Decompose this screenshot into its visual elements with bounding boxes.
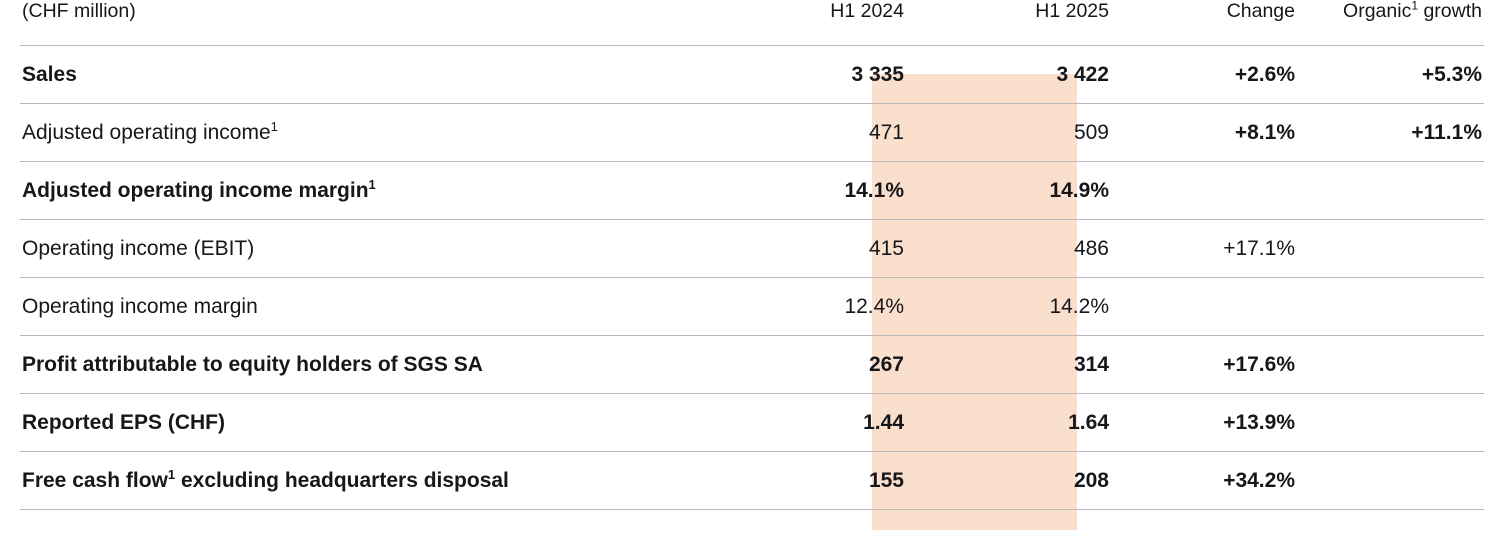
cell-operating-margin-organic	[1301, 278, 1484, 336]
cell-eps-h1-2025: 1.64	[910, 394, 1115, 452]
row-label-reported-eps: Reported EPS (CHF)	[20, 394, 762, 452]
column-header-organic-growth	[1301, 0, 1484, 46]
row-label-free-cash-flow	[20, 452, 762, 510]
table-row	[20, 452, 1484, 510]
row-label-text: Adjusted operating income margin	[22, 178, 369, 202]
cell-sales-change: +2.6%	[1115, 46, 1301, 104]
table-row	[20, 336, 1484, 394]
cell-fcf-h1-2024: 155	[762, 452, 910, 510]
cell-adjusted-margin-organic	[1301, 162, 1484, 220]
table-row	[20, 394, 1484, 452]
cell-profit-organic	[1301, 336, 1484, 394]
financial-summary-table	[20, 0, 1484, 510]
cell-adjusted-margin-h1-2025: 14.9%	[910, 162, 1115, 220]
table-row	[20, 278, 1484, 336]
column-header-organic-growth-suffix: growth	[1418, 0, 1482, 22]
cell-fcf-h1-2025: 208	[910, 452, 1115, 510]
cell-operating-margin-h1-2025: 14.2%	[910, 278, 1115, 336]
table-row	[20, 46, 1484, 104]
cell-adjusted-margin-h1-2024: 14.1%	[762, 162, 910, 220]
cell-sales-h1-2025: 3 422	[910, 46, 1115, 104]
cell-adjusted-operating-income-h1-2025: 509	[910, 104, 1115, 162]
table-row	[20, 104, 1484, 162]
cell-operating-income-organic	[1301, 220, 1484, 278]
footnote-marker: 1	[270, 118, 278, 134]
row-label-operating-income-ebit: Operating income (EBIT)	[20, 220, 762, 278]
row-label-text: Adjusted operating income	[22, 120, 271, 144]
row-label-suffix: excluding headquarters disposal	[175, 468, 509, 492]
column-header-organic-growth-text: Organic	[1343, 0, 1412, 22]
table-row	[20, 220, 1484, 278]
row-label-adjusted-operating-income	[20, 104, 762, 162]
cell-operating-income-h1-2024: 415	[762, 220, 910, 278]
cell-profit-change: +17.6%	[1115, 336, 1301, 394]
cell-operating-margin-h1-2024: 12.4%	[762, 278, 910, 336]
column-header-h1-2025: H1 2025	[1035, 0, 1109, 22]
cell-profit-h1-2024: 267	[762, 336, 910, 394]
row-label-adjusted-operating-income-margin	[20, 162, 762, 220]
cell-sales-organic: +5.3%	[1301, 46, 1484, 104]
cell-operating-income-h1-2025: 486	[910, 220, 1115, 278]
row-label-operating-income-margin: Operating income margin	[20, 278, 762, 336]
table-header-row	[20, 0, 1484, 46]
row-label-profit-attributable: Profit attributable to equity holders of SGS SA	[20, 336, 762, 394]
footnote-marker-organic: 1	[1411, 0, 1419, 13]
cell-adjusted-operating-income-change: +8.1%	[1115, 104, 1301, 162]
cell-fcf-organic	[1301, 452, 1484, 510]
cell-profit-h1-2025: 314	[910, 336, 1115, 394]
cell-adjusted-margin-change	[1115, 162, 1301, 220]
cell-operating-income-change: +17.1%	[1115, 220, 1301, 278]
cell-operating-margin-change	[1115, 278, 1301, 336]
column-header-change: Change	[1226, 0, 1295, 22]
footnote-marker: 1	[167, 466, 176, 482]
cell-adjusted-operating-income-h1-2024: 471	[762, 104, 910, 162]
column-header-units: (CHF million)	[22, 0, 136, 22]
footnote-marker: 1	[368, 176, 376, 192]
cell-eps-h1-2024: 1.44	[762, 394, 910, 452]
row-label-text: Free cash flow	[22, 468, 168, 492]
cell-adjusted-operating-income-organic: +11.1%	[1301, 104, 1484, 162]
cell-fcf-change: +34.2%	[1115, 452, 1301, 510]
table-row	[20, 162, 1484, 220]
cell-sales-h1-2024: 3 335	[762, 46, 910, 104]
cell-eps-change: +13.9%	[1115, 394, 1301, 452]
row-label-sales: Sales	[20, 46, 762, 104]
column-header-h1-2024: H1 2024	[830, 0, 904, 22]
cell-eps-organic	[1301, 394, 1484, 452]
